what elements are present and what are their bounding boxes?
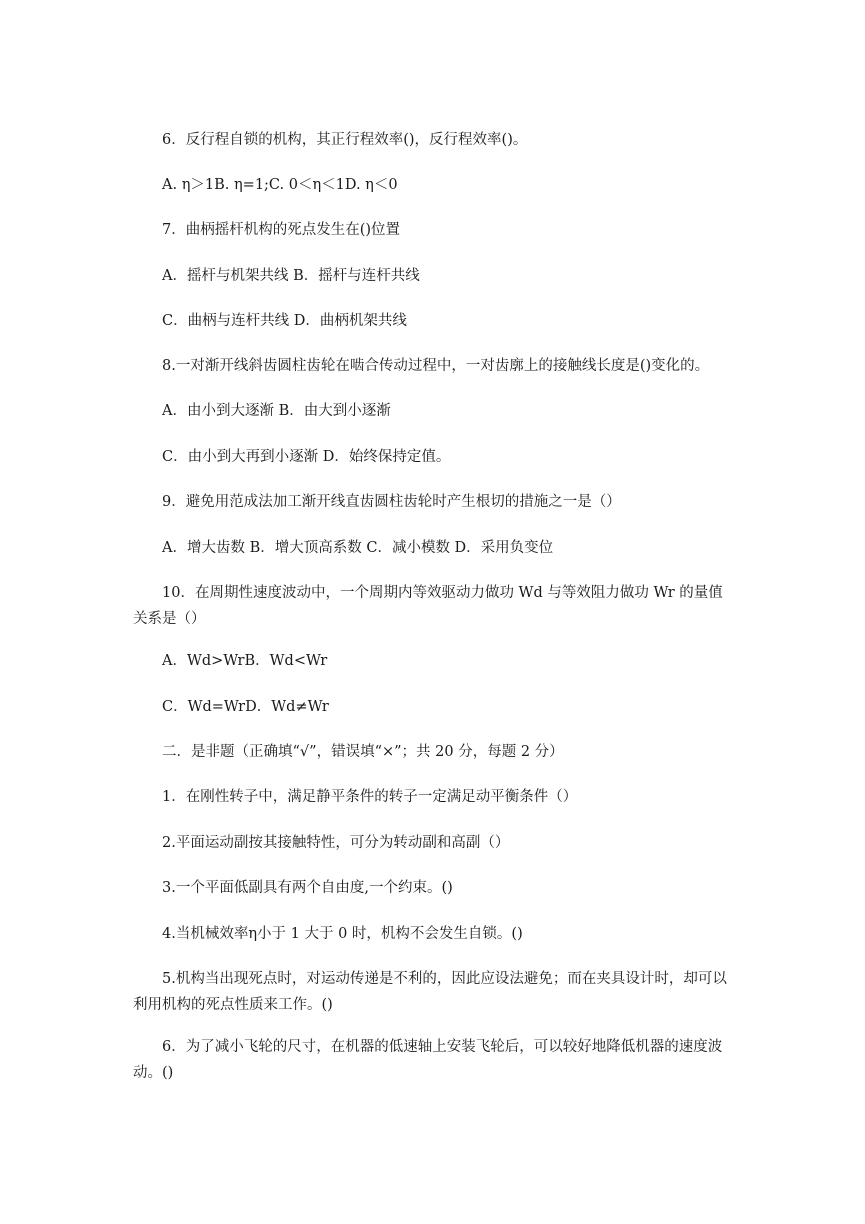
- question-8: 8.一对渐开线斜齿圆柱齿轮在啮合传动过程中，一对齿廓上的接触线长度是()变化的。: [162, 358, 710, 374]
- question-10-options-cd: C．Wd=WrD．Wd≠Wr: [162, 699, 329, 715]
- question-8-options-cd: C．由小到大再到小逐渐 D．始终保持定值。: [162, 449, 451, 465]
- true-false-1: 1．在刚性转子中，满足静平条件的转子一定满足动平衡条件（）: [162, 789, 578, 805]
- question-10-options-ab: A．Wd>WrB．Wd<Wr: [162, 653, 328, 669]
- true-false-4: 4.当机械效率η小于 1 大于 0 时，机构不会发生自锁。(): [162, 926, 523, 942]
- question-8-options-ab: A．由小到大逐渐 B．由大到小逐渐: [162, 403, 391, 419]
- true-false-5: 5.机构当出现死点时，对运动传递是不利的，因此应设法避免；而在夹具设计时，却可以利用机构的死点性质来工作。(): [133, 971, 727, 1013]
- question-6-options: A. η＞1B. η=1;C. 0＜η＜1D. η＜0: [162, 177, 398, 193]
- question-10: 10．在周期性速度波动中，一个周期内等效驱动力做功 Wd 与等效阻力做功 Wr 的量值关系是（）: [133, 585, 723, 627]
- question-6: 6．反行程自锁的机构，其正行程效率()，反行程效率()。: [162, 132, 528, 148]
- question-7-options-cd: C．曲柄与连杆共线 D．曲柄机架共线: [162, 313, 407, 329]
- true-false-6: 6．为了减小飞轮的尺寸，在机器的低速轴上安装飞轮后，可以较好地降低机器的速度波动。(): [133, 1039, 723, 1081]
- question-7-options-ab: A．摇杆与机架共线 B．摇杆与连杆共线: [162, 268, 420, 284]
- question-9-options: A．增大齿数 B．增大顶高系数 C．减小模数 D．采用负变位: [162, 540, 554, 556]
- question-9: 9．避免用范成法加工渐开线直齿圆柱齿轮时产生根切的措施之一是（）: [162, 494, 621, 510]
- true-false-3: 3.一个平面低副具有两个自由度,一个约束。(): [162, 880, 453, 896]
- question-7: 7．曲柄摇杆机构的死点发生在()位置: [162, 222, 401, 238]
- true-false-2: 2.平面运动副按其接触特性，可分为转动副和高副（）: [162, 835, 510, 851]
- section-heading-true-false: 二．是非题（正确填“√”，错误填“×”；共 20 分，每题 2 分）: [162, 744, 564, 760]
